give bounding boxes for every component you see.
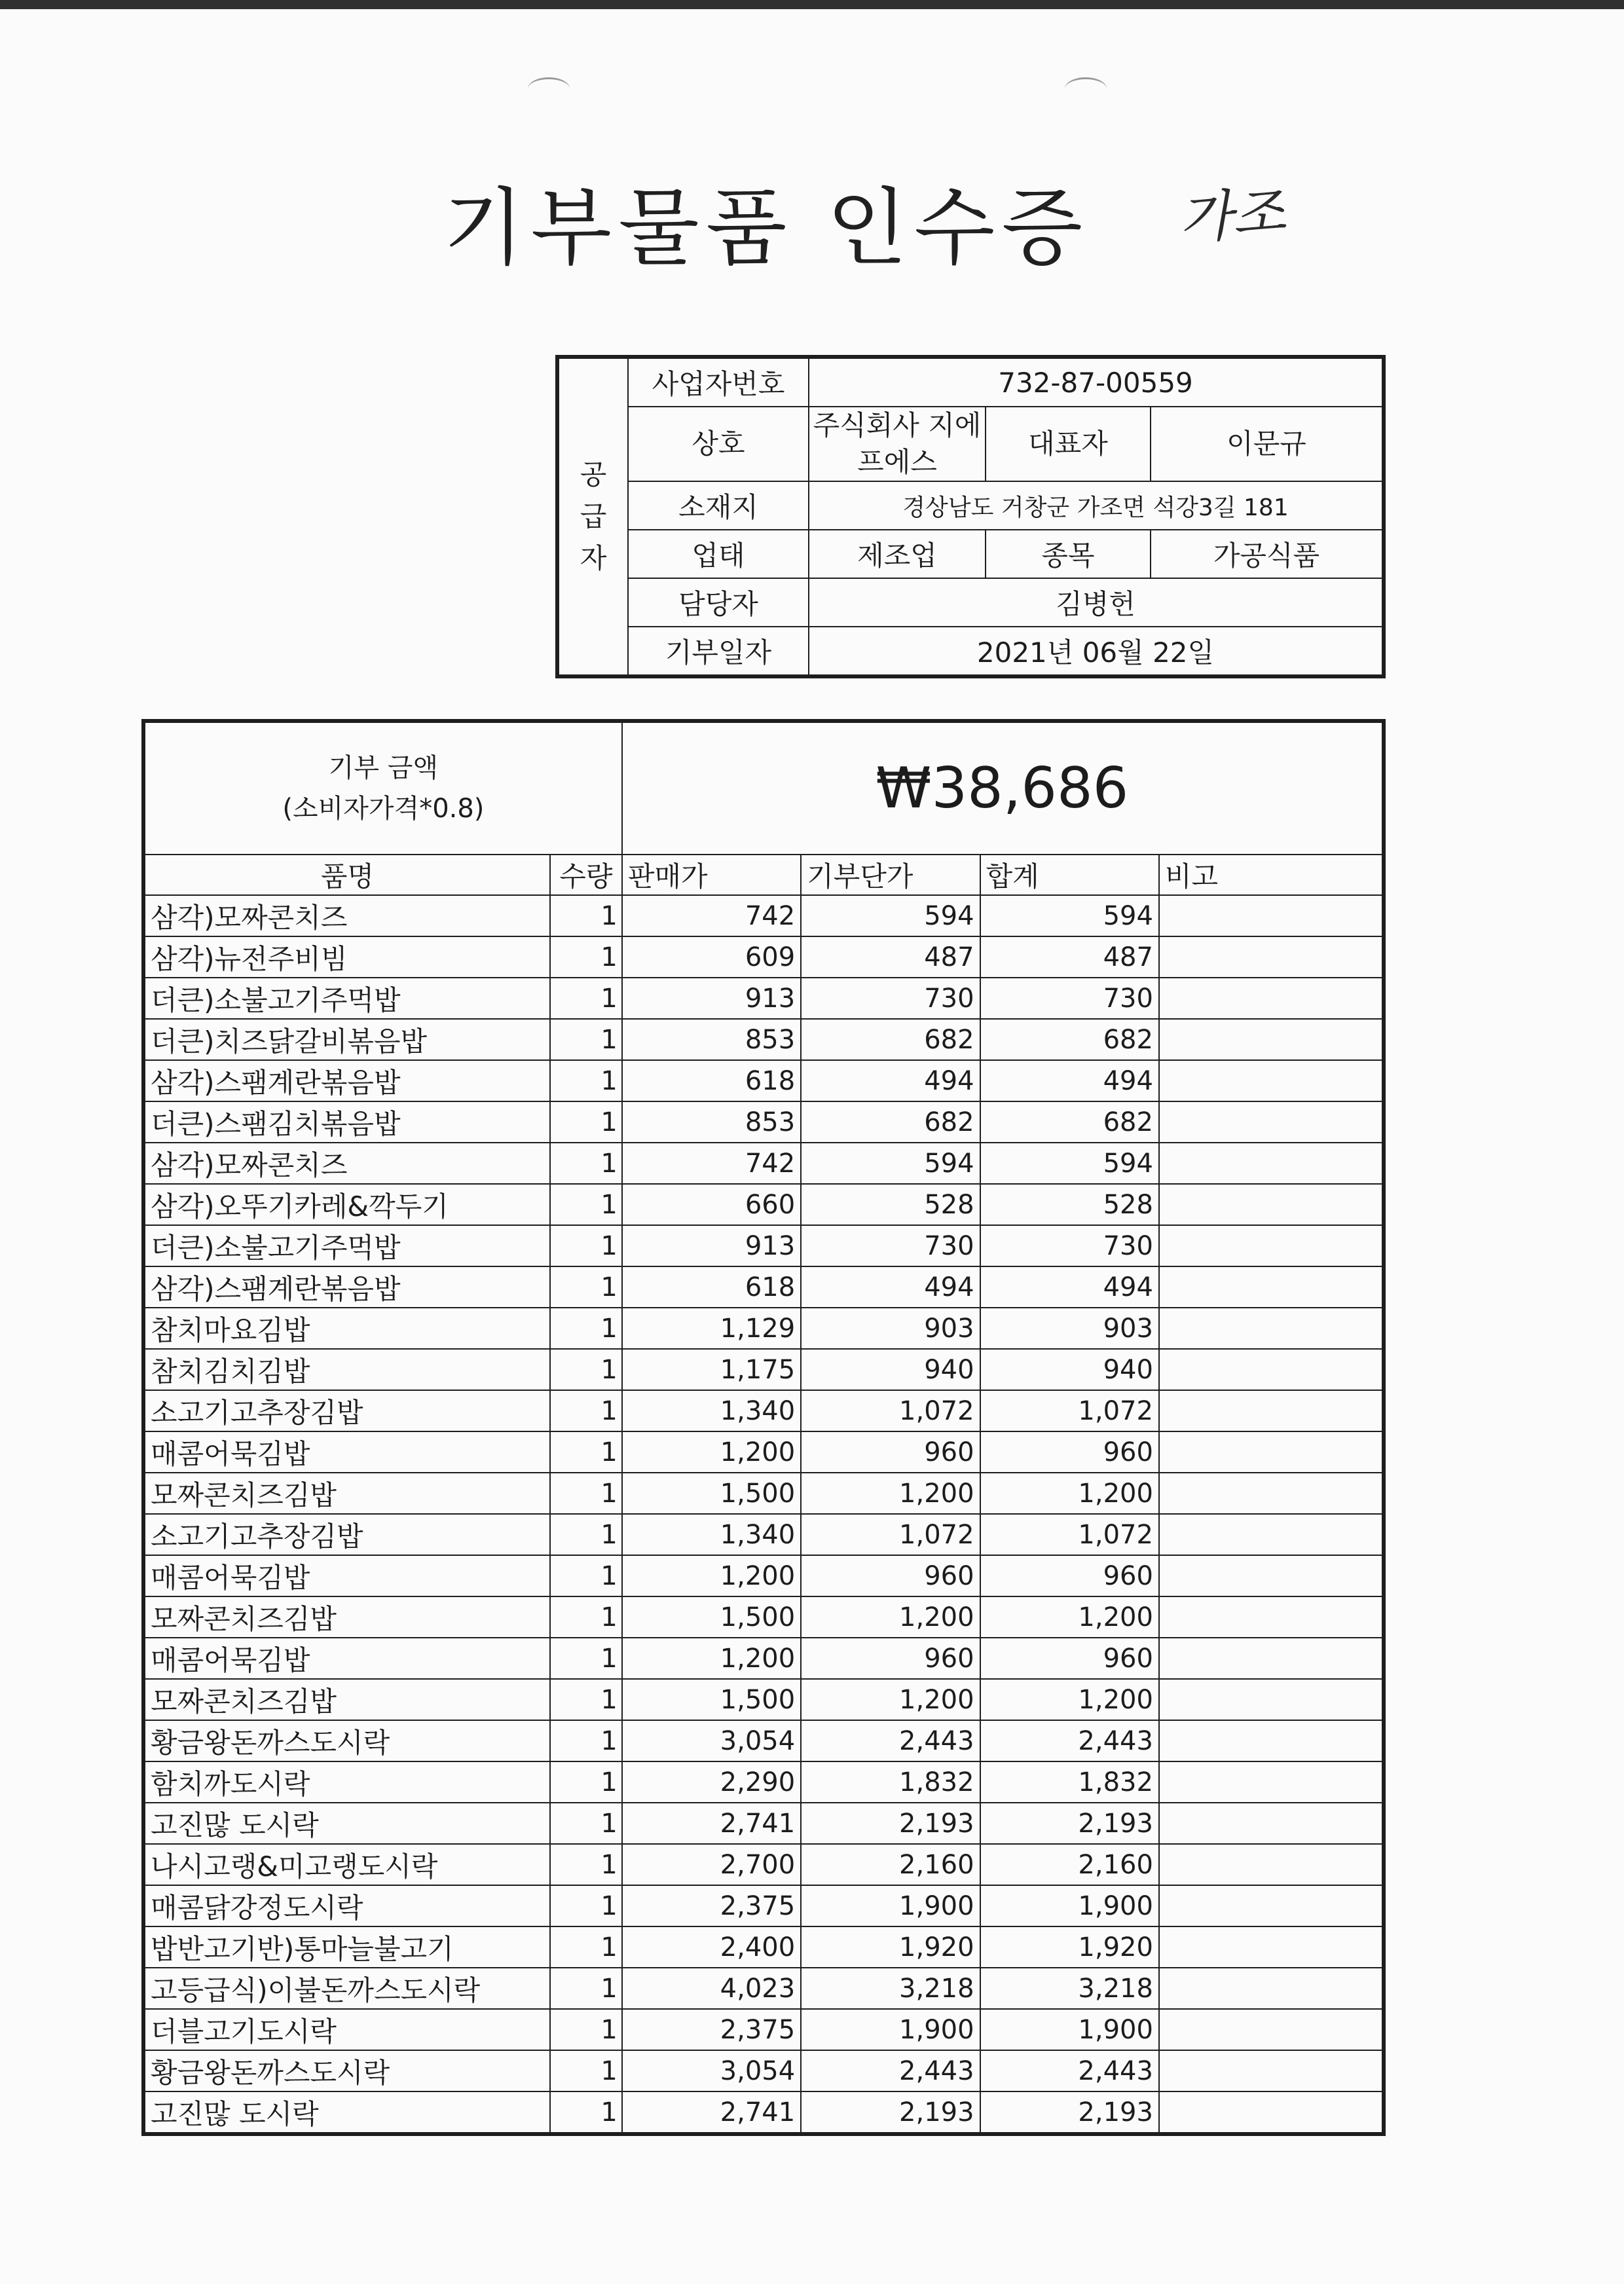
item-qty: 1: [550, 1926, 622, 1968]
item-qty: 1: [550, 1803, 622, 1844]
item-qty: 1: [550, 1184, 622, 1225]
item-price: 853: [622, 1019, 801, 1060]
item-price: 913: [622, 1225, 801, 1266]
item-unit-price: 960: [801, 1638, 980, 1679]
item-price: 618: [622, 1266, 801, 1308]
item-note: [1159, 1968, 1384, 2009]
item-total: 1,920: [980, 1926, 1159, 1968]
item-price: 742: [622, 895, 801, 936]
item-name: 삼각)스팸계란볶음밥: [143, 1060, 550, 1101]
item-total: 594: [980, 1143, 1159, 1184]
item-total: 594: [980, 895, 1159, 936]
item-note: [1159, 2091, 1384, 2134]
item-price: 1,500: [622, 1679, 801, 1720]
item-total: 1,900: [980, 2009, 1159, 2050]
item-unit-price: 1,200: [801, 1596, 980, 1638]
item-name: 더큰)소불고기주먹밥: [143, 978, 550, 1019]
item-name: 참치마요김밥: [143, 1308, 550, 1349]
representative-label: 대표자: [986, 407, 1151, 481]
item-name: 삼각)뉴전주비빔: [143, 936, 550, 978]
table-row: [143, 1596, 1384, 1638]
item-name: 삼각)오뚜기카레&깍두기: [143, 1184, 550, 1225]
contact-label: 담당자: [628, 578, 809, 627]
item-name: 황금왕돈까스도시락: [143, 1720, 550, 1761]
item-note: [1159, 1431, 1384, 1473]
table-row: [143, 1638, 1384, 1679]
item-name: 나시고랭&미고랭도시락: [143, 1844, 550, 1885]
item-total: 682: [980, 1019, 1159, 1060]
item-unit-price: 2,443: [801, 2050, 980, 2091]
item-note: [1159, 1019, 1384, 1060]
item-unit-price: 1,920: [801, 1926, 980, 1968]
item-unit-price: 494: [801, 1266, 980, 1308]
item-unit-price: 730: [801, 978, 980, 1019]
item-total: 2,193: [980, 1803, 1159, 1844]
item-name: 삼각)스팸계란볶음밥: [143, 1266, 550, 1308]
item-note: [1159, 1473, 1384, 1514]
item-unit-price: 1,200: [801, 1473, 980, 1514]
item-qty: 1: [550, 1143, 622, 1184]
item-total: 2,443: [980, 1720, 1159, 1761]
item-price: 1,340: [622, 1390, 801, 1431]
item-unit-price: 1,832: [801, 1761, 980, 1803]
item-total: 494: [980, 1060, 1159, 1101]
item-name: 매콤어묵김밥: [143, 1431, 550, 1473]
item-qty: 1: [550, 1390, 622, 1431]
document-title: 기부물품 인수증: [443, 179, 1090, 277]
table-row: [143, 1803, 1384, 1844]
handwritten-note: 가조: [1177, 179, 1287, 251]
item-note: [1159, 1761, 1384, 1803]
item-name: 소고기고추장김밥: [143, 1514, 550, 1555]
column-header-name: 품명: [143, 855, 550, 895]
item-name: 더블고기도시락: [143, 2009, 550, 2050]
donation-items-table: [141, 719, 1386, 2136]
table-row: [143, 1473, 1384, 1514]
table-row: [143, 2050, 1384, 2091]
item-unit-price: 1,200: [801, 1679, 980, 1720]
item-unit-price: 2,193: [801, 2091, 980, 2134]
table-header-row: [143, 855, 1384, 895]
item-qty: 1: [550, 1638, 622, 1679]
column-header-qty: 수량: [550, 855, 622, 895]
item-total: 903: [980, 1308, 1159, 1349]
item-qty: 1: [550, 1431, 622, 1473]
item-unit-price: 1,072: [801, 1514, 980, 1555]
item-note: [1159, 1844, 1384, 1885]
item-unit-price: 2,443: [801, 1720, 980, 1761]
item-unit-price: 487: [801, 936, 980, 978]
item-total: 487: [980, 936, 1159, 978]
item-qty: 1: [550, 1596, 622, 1638]
item-name: 밥반고기반)통마늘불고기: [143, 1926, 550, 1968]
item-qty: 1: [550, 1844, 622, 1885]
table-row: [143, 1101, 1384, 1143]
item-price: 742: [622, 1143, 801, 1184]
representative-value: 이문규: [1151, 407, 1384, 481]
item-total: 2,160: [980, 1844, 1159, 1885]
item-unit-price: 1,900: [801, 2009, 980, 2050]
donation-date-label: 기부일자: [628, 627, 809, 676]
item-name: 소고기고추장김밥: [143, 1390, 550, 1431]
item-price: 1,500: [622, 1596, 801, 1638]
supplier-section-label: 공 급 자: [557, 357, 628, 676]
item-note: [1159, 936, 1384, 978]
item-note: [1159, 1390, 1384, 1431]
item-note: [1159, 1720, 1384, 1761]
item-qty: 1: [550, 2091, 622, 2134]
item-qty: 1: [550, 1761, 622, 1803]
company-label: 상호: [628, 407, 809, 481]
column-header-price: 판매가: [622, 855, 801, 895]
item-total: 1,200: [980, 1473, 1159, 1514]
table-row: [143, 1060, 1384, 1101]
item-unit-price: 1,900: [801, 1885, 980, 1926]
table-row: [143, 895, 1384, 936]
item-price: 2,290: [622, 1761, 801, 1803]
item-note: [1159, 1143, 1384, 1184]
item-note: [1159, 1926, 1384, 1968]
item-name: 매콤어묵김밥: [143, 1638, 550, 1679]
table-row: [143, 1720, 1384, 1761]
item-qty: 1: [550, 1473, 622, 1514]
table-row: [143, 1143, 1384, 1184]
item-total: 2,193: [980, 2091, 1159, 2134]
item-price: 913: [622, 978, 801, 1019]
item-price: 1,200: [622, 1638, 801, 1679]
item-total: 1,832: [980, 1761, 1159, 1803]
business-no-label: 사업자번호: [628, 357, 809, 407]
item-unit-price: 682: [801, 1019, 980, 1060]
item-total: 1,072: [980, 1514, 1159, 1555]
item-name: 더큰)소불고기주먹밥: [143, 1225, 550, 1266]
item-note: [1159, 1803, 1384, 1844]
item-qty: 1: [550, 2009, 622, 2050]
item-total: 1,200: [980, 1596, 1159, 1638]
item-qty: 1: [550, 1968, 622, 2009]
item-unit-price: 960: [801, 1431, 980, 1473]
item-price: 3,054: [622, 2050, 801, 2091]
item-unit-price: 682: [801, 1101, 980, 1143]
item-note: [1159, 1266, 1384, 1308]
item-qty: 1: [550, 1225, 622, 1266]
item-rows: [143, 895, 1384, 2134]
item-name: 더큰)스팸김치볶음밥: [143, 1101, 550, 1143]
table-row: [143, 978, 1384, 1019]
item-total: 960: [980, 1431, 1159, 1473]
punch-hole-left: [528, 77, 570, 100]
item-qty: 1: [550, 1266, 622, 1308]
item-name: 모짜콘치즈김밥: [143, 1596, 550, 1638]
item-price: 2,700: [622, 1844, 801, 1885]
item-total: 730: [980, 978, 1159, 1019]
item-total: 730: [980, 1225, 1159, 1266]
item-name: 삼각)모짜콘치즈: [143, 1143, 550, 1184]
column-header-unit: 기부단가: [801, 855, 980, 895]
item-price: 618: [622, 1060, 801, 1101]
supplier-info-table: [555, 355, 1386, 678]
item-unit-price: 940: [801, 1349, 980, 1390]
item-price: 1,129: [622, 1308, 801, 1349]
item-name: 매콤닭강정도시락: [143, 1885, 550, 1926]
item-price: 1,340: [622, 1514, 801, 1555]
item-qty: 1: [550, 1679, 622, 1720]
item-price: 2,400: [622, 1926, 801, 1968]
item-total: 1,900: [980, 1885, 1159, 1926]
table-row: [143, 1844, 1384, 1885]
item-unit-price: 2,193: [801, 1803, 980, 1844]
item-total: 1,072: [980, 1390, 1159, 1431]
item-note: [1159, 1596, 1384, 1638]
business-type-label: 업태: [628, 530, 809, 578]
item-note: [1159, 1514, 1384, 1555]
item-unit-price: 494: [801, 1060, 980, 1101]
donation-amount-label: 기부 금액 (소비자가격*0.8): [143, 721, 622, 855]
scan-top-edge: [0, 0, 1624, 9]
address-label: 소재지: [628, 481, 809, 530]
table-row: [143, 1225, 1384, 1266]
item-qty: 1: [550, 1720, 622, 1761]
item-qty: 1: [550, 1308, 622, 1349]
item-price: 3,054: [622, 1720, 801, 1761]
address-value: 경상남도 거창군 가조면 석강3길 181: [809, 481, 1384, 530]
table-row: [143, 1926, 1384, 1968]
item-total: 528: [980, 1184, 1159, 1225]
item-note: [1159, 895, 1384, 936]
item-note: [1159, 978, 1384, 1019]
contact-value: 김병헌: [809, 578, 1384, 627]
item-note: [1159, 1101, 1384, 1143]
item-qty: 1: [550, 2050, 622, 2091]
item-qty: 1: [550, 895, 622, 936]
item-unit-price: 528: [801, 1184, 980, 1225]
table-row: [143, 1679, 1384, 1720]
item-note: [1159, 2050, 1384, 2091]
item-name: 매콤어묵김밥: [143, 1555, 550, 1596]
item-name: 더큰)치즈닭갈비볶음밥: [143, 1019, 550, 1060]
item-qty: 1: [550, 1514, 622, 1555]
item-price: 1,200: [622, 1431, 801, 1473]
table-row: [143, 1885, 1384, 1926]
item-price: 2,375: [622, 2009, 801, 2050]
item-name: 함치까도시락: [143, 1761, 550, 1803]
table-row: [143, 1308, 1384, 1349]
item-name: 참치김치김밥: [143, 1349, 550, 1390]
item-unit-price: 594: [801, 1143, 980, 1184]
item-qty: 1: [550, 1555, 622, 1596]
item-total: 3,218: [980, 1968, 1159, 2009]
item-price: 2,741: [622, 2091, 801, 2134]
item-total: 940: [980, 1349, 1159, 1390]
table-row: [143, 1431, 1384, 1473]
donation-date-value: 2021년 06월 22일: [809, 627, 1384, 676]
table-row: [143, 1019, 1384, 1060]
item-note: [1159, 1184, 1384, 1225]
item-price: 2,375: [622, 1885, 801, 1926]
item-total: 960: [980, 1638, 1159, 1679]
table-row: [143, 1761, 1384, 1803]
item-name: 고진많 도시락: [143, 2091, 550, 2134]
item-qty: 1: [550, 1101, 622, 1143]
item-price: 660: [622, 1184, 801, 1225]
business-no-value: 732-87-00559: [809, 357, 1384, 407]
item-name: 모짜콘치즈김밥: [143, 1679, 550, 1720]
table-row: [143, 2091, 1384, 2134]
table-row: [143, 1555, 1384, 1596]
item-unit-price: 730: [801, 1225, 980, 1266]
item-name: 삼각)모짜콘치즈: [143, 895, 550, 936]
column-header-total: 합계: [980, 855, 1159, 895]
item-name: 모짜콘치즈김밥: [143, 1473, 550, 1514]
item-qty: 1: [550, 1019, 622, 1060]
item-price: 853: [622, 1101, 801, 1143]
item-price: 4,023: [622, 1968, 801, 2009]
item-total: 960: [980, 1555, 1159, 1596]
item-price: 1,175: [622, 1349, 801, 1390]
item-qty: 1: [550, 936, 622, 978]
item-unit-price: 594: [801, 895, 980, 936]
item-total: 494: [980, 1266, 1159, 1308]
item-price: 609: [622, 936, 801, 978]
table-row: [143, 1968, 1384, 2009]
item-total: 1,200: [980, 1679, 1159, 1720]
item-total: 682: [980, 1101, 1159, 1143]
table-row: [143, 2009, 1384, 2050]
item-note: [1159, 1060, 1384, 1101]
table-row: [143, 1514, 1384, 1555]
punch-hole-right: [1065, 77, 1107, 100]
table-row: [143, 1349, 1384, 1390]
item-name: 고등급식)이불돈까스도시락: [143, 1968, 550, 2009]
item-qty: 1: [550, 978, 622, 1019]
item-price: 1,500: [622, 1473, 801, 1514]
item-unit-price: 1,072: [801, 1390, 980, 1431]
item-note: [1159, 1349, 1384, 1390]
item-unit-price: 2,160: [801, 1844, 980, 1885]
item-note: [1159, 1555, 1384, 1596]
item-qty: 1: [550, 1885, 622, 1926]
item-note: [1159, 2009, 1384, 2050]
table-row: [143, 1390, 1384, 1431]
table-row: [143, 1266, 1384, 1308]
item-price: 1,200: [622, 1555, 801, 1596]
item-note: [1159, 1638, 1384, 1679]
donation-amount-value: ₩38,686: [622, 721, 1384, 855]
item-unit-price: 960: [801, 1555, 980, 1596]
item-name: 고진많 도시락: [143, 1803, 550, 1844]
item-type-value: 가공식품: [1151, 530, 1384, 578]
item-type-label: 종목: [986, 530, 1151, 578]
item-note: [1159, 1885, 1384, 1926]
item-note: [1159, 1225, 1384, 1266]
item-qty: 1: [550, 1060, 622, 1101]
item-qty: 1: [550, 1349, 622, 1390]
business-type-value: 제조업: [809, 530, 986, 578]
item-note: [1159, 1679, 1384, 1720]
item-unit-price: 903: [801, 1308, 980, 1349]
table-row: [143, 1184, 1384, 1225]
item-price: 2,741: [622, 1803, 801, 1844]
item-note: [1159, 1308, 1384, 1349]
item-name: 황금왕돈까스도시락: [143, 2050, 550, 2091]
company-name-value: 주식회사 지에프에스: [809, 407, 986, 481]
item-total: 2,443: [980, 2050, 1159, 2091]
item-unit-price: 3,218: [801, 1968, 980, 2009]
column-header-note: 비고: [1159, 855, 1384, 895]
table-row: [143, 936, 1384, 978]
